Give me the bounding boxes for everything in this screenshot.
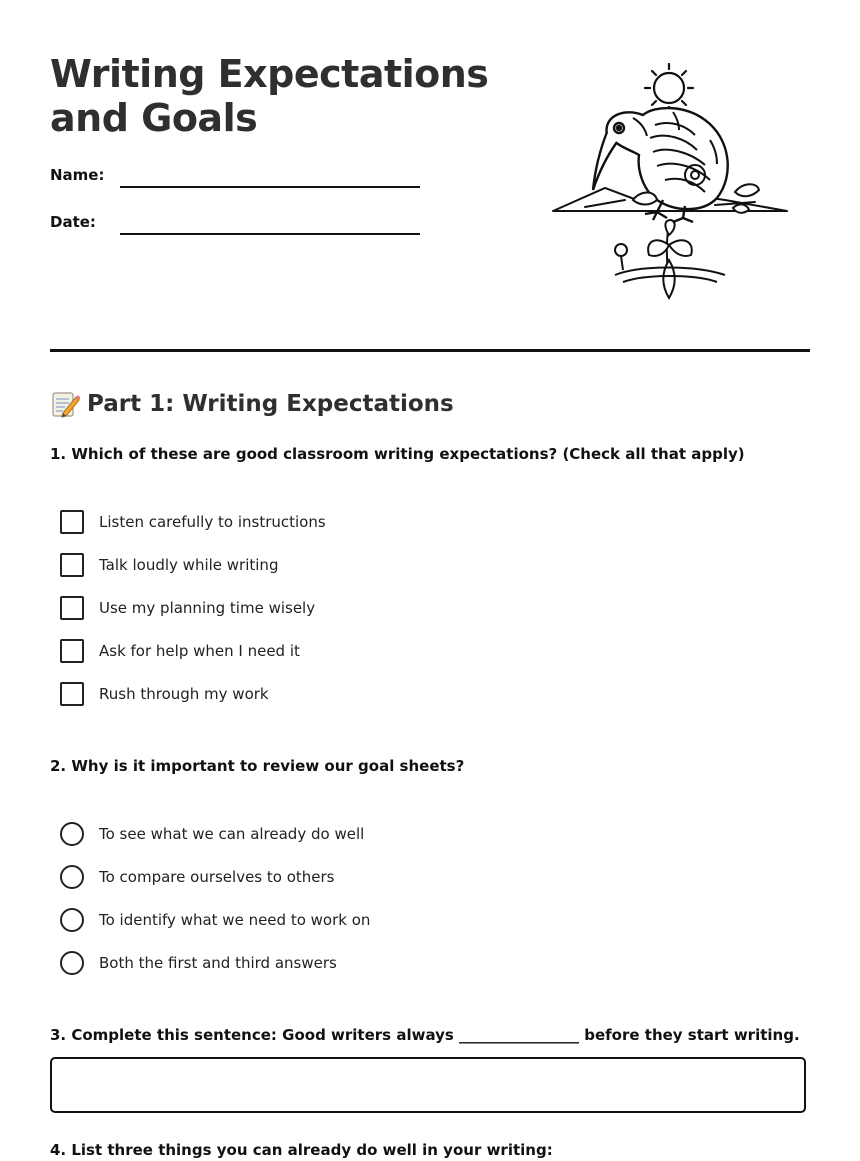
radio-button[interactable]	[60, 865, 84, 889]
title-line-2: and Goals	[50, 96, 258, 140]
option-label: Talk loudly while writing	[99, 556, 279, 574]
checkbox[interactable]	[60, 596, 84, 620]
option-label: Rush through my work	[99, 685, 269, 703]
option-label: Both the first and third answers	[99, 954, 337, 972]
q2-option-4[interactable]	[60, 951, 337, 975]
option-label: To see what we can already do well	[99, 825, 365, 843]
option-label: Use my planning time wisely	[99, 599, 316, 617]
q3-answer-input[interactable]	[50, 1057, 806, 1113]
title-line-1: Writing Expectations	[50, 52, 489, 96]
date-label: Date:	[50, 213, 96, 231]
radio-button[interactable]	[60, 908, 84, 932]
option-label: To compare ourselves to others	[99, 868, 335, 886]
q1-option-3[interactable]	[60, 596, 315, 620]
memo-pencil-icon	[50, 389, 80, 419]
checkbox[interactable]	[60, 682, 84, 706]
date-field[interactable]	[120, 233, 420, 235]
checkbox[interactable]	[60, 553, 84, 577]
question-1: 1. Which of these are good classroom writing expectations? (Check all that apply)	[50, 445, 745, 463]
radio-button[interactable]	[60, 951, 84, 975]
q1-option-1[interactable]	[60, 510, 326, 534]
part1-heading	[50, 388, 454, 420]
sun-icon	[645, 64, 693, 112]
fern-plant-icon	[615, 220, 725, 298]
option-label: To identify what we need to work on	[99, 911, 371, 929]
q1-option-5[interactable]	[60, 682, 269, 706]
header-divider	[50, 349, 810, 352]
checkbox[interactable]	[60, 639, 84, 663]
q1-option-2[interactable]	[60, 553, 278, 577]
part1-heading-text: Part 1: Writing Expectations	[87, 391, 454, 417]
name-label: Name:	[50, 166, 105, 184]
name-field[interactable]	[120, 186, 420, 188]
q2-option-1[interactable]	[60, 822, 364, 846]
kiwi-bird-illustration	[545, 60, 795, 305]
q2-option-3[interactable]	[60, 908, 370, 932]
q1-option-4[interactable]	[60, 639, 300, 663]
option-label: Listen carefully to instructions	[99, 513, 326, 531]
checkbox[interactable]	[60, 510, 84, 534]
page-title	[50, 52, 488, 140]
question-4: 4. List three things you can already do well in your writing:	[50, 1141, 553, 1159]
option-label: Ask for help when I need it	[99, 642, 300, 660]
question-3: 3. Complete this sentence: Good writers always ________________ before they start writing.	[50, 1026, 800, 1044]
q2-option-2[interactable]	[60, 865, 335, 889]
question-2: 2. Why is it important to review our goal sheets?	[50, 757, 465, 775]
radio-button[interactable]	[60, 822, 84, 846]
